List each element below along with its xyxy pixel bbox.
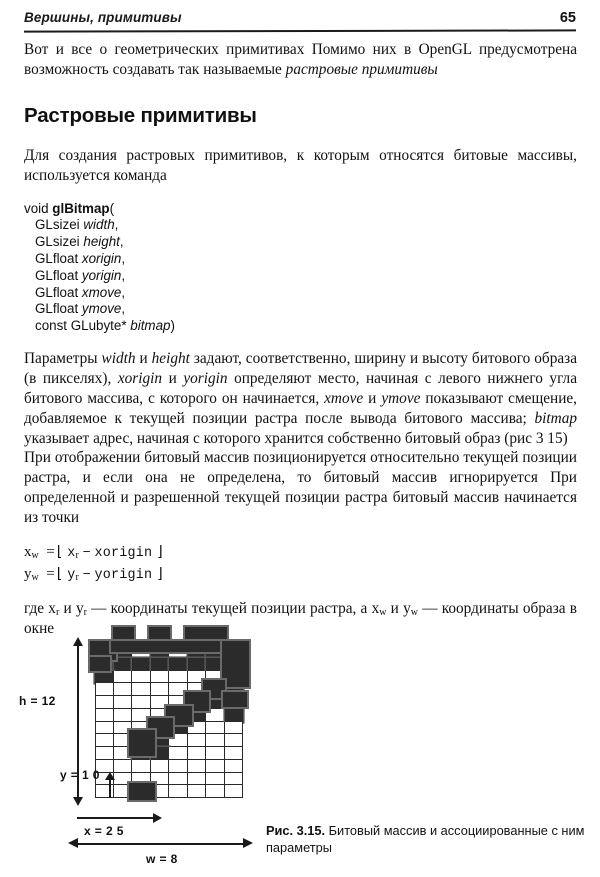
formula-lhs-sub: w bbox=[31, 549, 39, 561]
formula-lhs: x bbox=[24, 543, 32, 560]
bitmap-cell bbox=[114, 671, 133, 684]
bitmap-cell bbox=[132, 760, 151, 773]
param-type: GLfloat bbox=[35, 250, 82, 266]
bitmap-cell bbox=[169, 785, 188, 798]
bitmap-cell bbox=[151, 671, 170, 684]
where-s3: w bbox=[379, 607, 387, 619]
page-number: 65 bbox=[559, 10, 576, 26]
x-origin-label: x = 2 5 bbox=[84, 824, 124, 838]
bitmap-cell bbox=[188, 773, 207, 786]
bitmap-cell bbox=[95, 709, 114, 722]
param-sep: , bbox=[121, 284, 126, 300]
bitmap-cell bbox=[225, 785, 244, 798]
bitmap-cell bbox=[225, 773, 244, 786]
formula-term: yorigin bbox=[94, 568, 153, 584]
param-sep: , bbox=[121, 250, 126, 266]
bitmap-cell bbox=[188, 747, 207, 760]
bitmap-cell bbox=[132, 658, 151, 671]
param-name: bitmap bbox=[130, 318, 171, 334]
lead-paragraph: Для создания растровых примитивов, к которым относятся битовые массивы, используется команда bbox=[24, 146, 577, 184]
param-type: const GLubyte* bbox=[35, 318, 131, 334]
prototype-param bbox=[24, 318, 577, 335]
param-sep: , bbox=[121, 267, 126, 283]
bitmap-blob bbox=[223, 692, 247, 707]
formula-floor-open: ⌊ bbox=[54, 544, 64, 561]
prototype-function-name: glBitmap bbox=[52, 200, 110, 216]
prototype-param bbox=[24, 285, 577, 302]
bitmap-cell bbox=[95, 734, 114, 747]
prototype-signature bbox=[24, 201, 577, 218]
bitmap-cell bbox=[95, 683, 114, 696]
bitmap-cell bbox=[132, 683, 151, 696]
prototype-return-type: void bbox=[24, 200, 53, 216]
bitmap-blob bbox=[222, 641, 250, 687]
bitmap-cell bbox=[188, 760, 207, 773]
bitmap-cell bbox=[169, 671, 188, 684]
bitmap-cell bbox=[188, 734, 207, 747]
where-s2: r bbox=[83, 607, 87, 619]
bitmap-cell bbox=[169, 658, 188, 671]
param-type: GLfloat bbox=[35, 267, 82, 283]
bitmap-cell bbox=[169, 747, 188, 760]
where-s1: r bbox=[55, 607, 60, 619]
formula-floor-close: ⌋ bbox=[155, 544, 165, 561]
bitmap-blob bbox=[129, 730, 155, 756]
formula-term: xorigin bbox=[94, 545, 153, 561]
formula-body: x bbox=[67, 545, 76, 561]
function-prototype-block bbox=[24, 201, 577, 336]
bitmap-cell bbox=[151, 760, 170, 773]
param-sep: ) bbox=[170, 318, 175, 334]
bitmap-cell bbox=[225, 709, 244, 722]
prototype-open-paren: ( bbox=[109, 200, 115, 216]
bitmap-cell bbox=[206, 709, 225, 722]
param-type: GLsizei bbox=[35, 234, 84, 250]
param-name: yorigin bbox=[81, 267, 122, 283]
y-offset-arrow bbox=[109, 779, 111, 798]
section-title: Растровые примитивы bbox=[24, 103, 257, 127]
parameters-paragraph: Параметры width и height задают, соответственно, ширину и высоту битового образа (в пикселях), xorigin и yorigin определяют место, начиная с левого нижнего угла битового массива, с которого он начинается, xmove и ymove показывают смещение, добавляемое к текущей позиции растра после вывода битового массива; bitmap указывает адрес, начиная с которого хранится собственно битовый образ (рис 3 15) bbox=[24, 350, 577, 447]
bitmap-blob bbox=[185, 627, 228, 642]
where-t4: и y bbox=[386, 600, 411, 618]
bitmap-cell bbox=[206, 722, 225, 735]
formula-minus: − bbox=[82, 545, 91, 561]
bitmap-cell bbox=[95, 722, 114, 735]
prototype-param bbox=[24, 251, 577, 268]
param-sep: , bbox=[121, 301, 126, 317]
param-type: GLsizei bbox=[35, 217, 84, 233]
formula-equals: = bbox=[46, 543, 55, 560]
where-s4: w bbox=[410, 607, 418, 619]
formula-block bbox=[24, 542, 577, 586]
where-t1: где x bbox=[24, 600, 56, 618]
bitmap-blob bbox=[113, 627, 134, 642]
bitmap-blob bbox=[149, 627, 170, 642]
bitmap-cell bbox=[132, 696, 151, 709]
bitmap-blob bbox=[129, 783, 155, 800]
y-origin-label: y = 1 0 bbox=[60, 768, 100, 782]
intro-paragraph: Вот и все о геометрических примитивах Помимо них в OpenGL предусмотрена возможность создавать так называемые растровые примитивы bbox=[24, 41, 577, 78]
where-t3: — координаты текущей позиции растра, а x bbox=[86, 600, 380, 618]
param-name: xmove bbox=[81, 284, 122, 300]
param-name: height bbox=[83, 234, 120, 250]
bitmap-cell bbox=[95, 747, 114, 760]
formula-body-sub: r bbox=[75, 549, 79, 561]
prototype-param bbox=[24, 268, 577, 285]
bitmap-cell bbox=[95, 785, 114, 798]
param-type: GLfloat bbox=[35, 301, 82, 317]
bitmap-cell bbox=[206, 785, 225, 798]
bitmap-cell bbox=[114, 683, 133, 696]
bitmap-cell bbox=[225, 747, 244, 760]
bitmap-cell bbox=[225, 760, 244, 773]
bitmap-cell bbox=[151, 683, 170, 696]
x-offset-arrow bbox=[77, 817, 154, 819]
param-name: xorigin bbox=[81, 250, 122, 266]
bitmap-cell bbox=[95, 696, 114, 709]
formula-floor-open: ⌊ bbox=[54, 567, 64, 584]
param-name: ymove bbox=[81, 301, 122, 317]
height-label: h = 12 bbox=[19, 694, 56, 708]
formula-lhs-sub: w bbox=[31, 572, 39, 584]
formula-body-sub: r bbox=[75, 572, 79, 584]
prototype-param bbox=[24, 217, 577, 234]
bitmap-cell bbox=[169, 773, 188, 786]
bitmap-cell bbox=[188, 658, 207, 671]
bitmap-blob bbox=[90, 657, 110, 671]
bitmap-cell bbox=[188, 785, 207, 798]
prototype-param bbox=[24, 234, 577, 251]
page-content bbox=[24, 40, 577, 639]
param-type: GLfloat bbox=[35, 284, 82, 300]
formula-floor-close: ⌋ bbox=[155, 567, 165, 584]
formula-lhs: y bbox=[24, 566, 32, 583]
figure-caption-label: Рис. 3.15. bbox=[266, 823, 326, 838]
width-arrow bbox=[77, 843, 244, 845]
bitmap-cell bbox=[114, 709, 133, 722]
bitmap-cell bbox=[151, 658, 170, 671]
param-name: width bbox=[83, 217, 115, 233]
formula-line-xw bbox=[24, 542, 577, 564]
bitmap-cell bbox=[206, 760, 225, 773]
rendering-paragraph: При отображении битовый массив позиционируется относительно текущей позиции растра, и если она не определена, то битовый массив игнорируется При определенной и разрешенной текущей позиции растра битовый массив начинается из точки bbox=[24, 449, 577, 526]
formula-line-yw bbox=[24, 564, 577, 586]
bitmap-cell bbox=[206, 747, 225, 760]
figure-caption bbox=[266, 823, 586, 857]
formula-body: y bbox=[67, 568, 76, 584]
bitmap-cell bbox=[132, 671, 151, 684]
bitmap-cell bbox=[169, 760, 188, 773]
where-t5: — координаты образа в окне bbox=[24, 600, 577, 638]
bitmap-cell bbox=[95, 671, 114, 684]
width-label: w = 8 bbox=[146, 852, 178, 866]
figure-caption-text: Битовый массив и ассоциированные с ним параметры bbox=[266, 823, 585, 855]
param-sep: , bbox=[114, 217, 119, 233]
bitmap-cell bbox=[114, 696, 133, 709]
bitmap-cell bbox=[225, 734, 244, 747]
bitmap-cell bbox=[225, 722, 244, 735]
bitmap-blob bbox=[111, 641, 233, 652]
formula-minus: − bbox=[82, 568, 91, 584]
bitmap-cell bbox=[206, 734, 225, 747]
formula-equals: = bbox=[46, 566, 55, 583]
bitmap-grid-wrapper bbox=[95, 645, 243, 798]
bitmap-cell bbox=[206, 773, 225, 786]
prototype-param bbox=[24, 301, 577, 318]
bitmap-cell bbox=[114, 760, 133, 773]
param-sep: , bbox=[119, 234, 124, 250]
running-head-title: Вершины, примитивы bbox=[24, 10, 182, 25]
bitmap-cell bbox=[114, 658, 133, 671]
where-t2: и y bbox=[59, 600, 84, 618]
